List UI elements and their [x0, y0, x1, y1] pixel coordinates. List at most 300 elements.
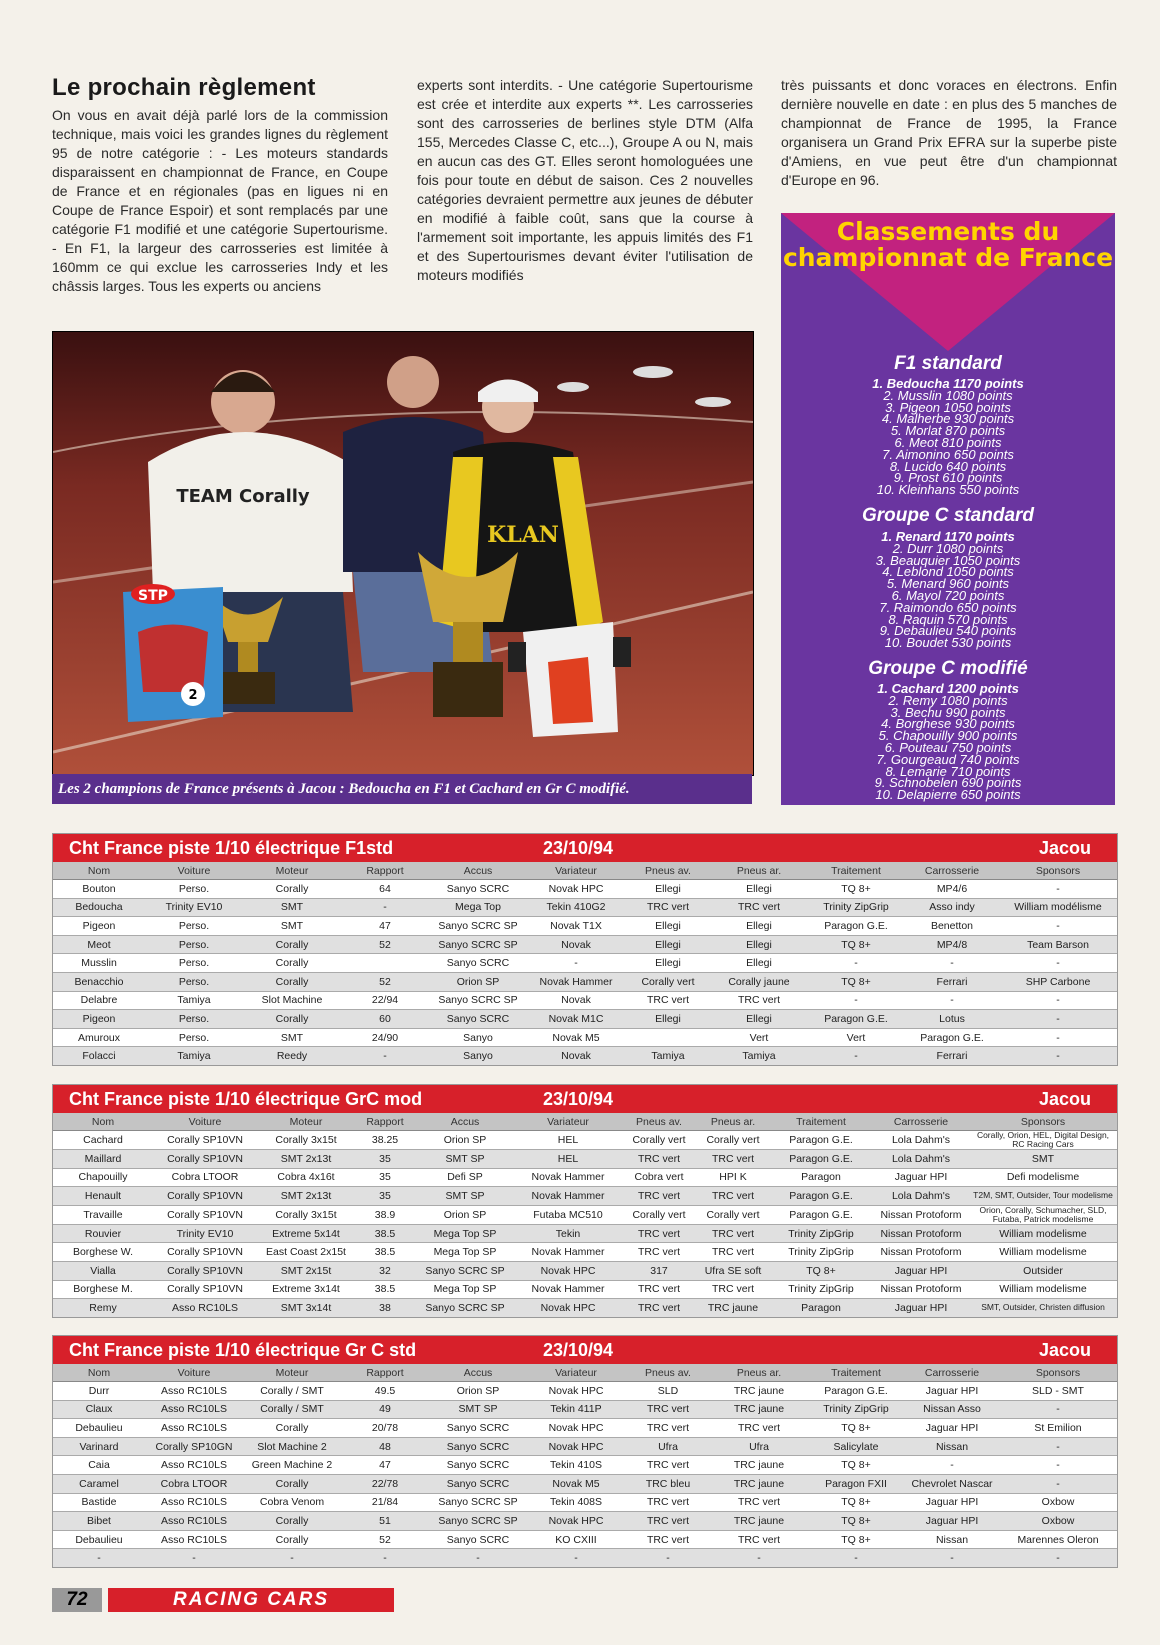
column-header: Carrosserie	[905, 862, 999, 880]
column-header: Pneus av.	[621, 1113, 697, 1131]
table-cell: Chapouilly	[53, 1168, 153, 1187]
table-cell: Cobra LTOOR	[145, 1474, 243, 1493]
table-cell: East Coast 2x15t	[257, 1243, 355, 1262]
table-cell: Novak T1X	[527, 917, 625, 936]
table-place: Jacou	[1038, 1340, 1091, 1360]
table-cell: Novak M5	[527, 1474, 625, 1493]
table-title: Cht France piste 1/10 électrique F1std	[69, 838, 394, 858]
table-cell: Trinity ZipGrip	[807, 1400, 905, 1419]
table-cell: Cobra LTOOR	[153, 1168, 257, 1187]
table-cell: Paragon G.E.	[807, 917, 905, 936]
table-cell: -	[999, 1456, 1117, 1475]
table-cell: Slot Machine 2	[243, 1437, 341, 1456]
table-cell: Green Machine 2	[243, 1456, 341, 1475]
table-row	[53, 917, 1117, 936]
table-row	[53, 991, 1117, 1010]
table-cell: TRC jaune	[711, 1400, 807, 1419]
column-header: Voiture	[145, 862, 243, 880]
table-cell: Corally	[243, 935, 341, 954]
result-line: 3. Beauquier 1050 points	[875, 552, 1021, 568]
table-cell: -	[999, 1437, 1117, 1456]
table-cell: Corally, Orion, HEL, Digital Design, RC Racing Cars	[969, 1131, 1117, 1150]
table-cell: Ufra	[625, 1437, 711, 1456]
table-cell: Tekin	[515, 1224, 621, 1243]
table-cell: TRC vert	[625, 991, 711, 1010]
table-cell: Corally 3x15t	[257, 1131, 355, 1150]
category-groupe-c-standard: Groupe C standard	[861, 505, 1035, 526]
table-cell: 60	[341, 1010, 429, 1029]
table-row	[53, 935, 1117, 954]
table-cell: SMT	[969, 1150, 1117, 1169]
table-cell: SMT SP	[429, 1400, 527, 1419]
rc-car-blue	[123, 584, 223, 722]
table-cell: TRC vert	[621, 1187, 697, 1206]
table-cell: Claux	[53, 1400, 145, 1419]
table-cell: Sanyo SCRC SP	[415, 1299, 515, 1317]
table-cell: Pigeon	[53, 917, 145, 936]
column-header: Voiture	[145, 1364, 243, 1382]
table-cell: TRC vert	[625, 1400, 711, 1419]
table-cell: Defi modelisme	[969, 1168, 1117, 1187]
table-cell: -	[905, 1549, 999, 1567]
column-header: Traitement	[769, 1113, 873, 1131]
result-line: 5. Menard 960 points	[886, 576, 1010, 592]
result-line: 3. Pigeon 1050 points	[885, 399, 1011, 415]
table-cell: Lola Dahm's	[873, 1131, 969, 1150]
table-cell: Remy	[53, 1299, 153, 1317]
table-row	[53, 1437, 1117, 1456]
table-cell: 21/84	[341, 1493, 429, 1512]
table-cell: -	[999, 1047, 1117, 1065]
table-cell: Vialla	[53, 1261, 153, 1280]
table-cell: Ellegi	[711, 917, 807, 936]
table-cell: Corally SP10VN	[153, 1261, 257, 1280]
column-header: Traitement	[807, 862, 905, 880]
table-cell: -	[999, 917, 1117, 936]
table-cell: Tekin 408S	[527, 1493, 625, 1512]
table-cell: Perso.	[145, 1028, 243, 1047]
table-cell: Bibet	[53, 1512, 145, 1531]
table-cell: Asso RC10LS	[153, 1299, 257, 1317]
table-cell: Ellegi	[625, 954, 711, 973]
article-column-2	[417, 76, 753, 285]
table-cell: TRC vert	[711, 991, 807, 1010]
table-cell: Paragon	[769, 1168, 873, 1187]
table-cell: St Emilion	[999, 1419, 1117, 1438]
table-cell: Trinity EV10	[153, 1224, 257, 1243]
table-cell	[341, 954, 429, 973]
table-cell: Sanyo	[429, 1047, 527, 1065]
result-line: 10. Delapierre 650 points	[875, 787, 1021, 803]
table-cell: William modélisme	[999, 898, 1117, 917]
table-cell: Folacci	[53, 1047, 145, 1065]
table-place: Jacou	[1038, 1089, 1091, 1109]
table-cell: TRC vert	[697, 1150, 769, 1169]
table-cell: 35	[355, 1187, 415, 1206]
table-row	[53, 1493, 1117, 1512]
table-cell: Orion SP	[415, 1205, 515, 1224]
table-row	[53, 1010, 1117, 1029]
table-cell: 20/78	[341, 1419, 429, 1438]
table-row	[53, 1187, 1117, 1206]
table-cell: 38	[355, 1299, 415, 1317]
table-cell: 47	[341, 917, 429, 936]
table-cell: Sanyo SCRC SP	[429, 1512, 527, 1531]
table-cell: -	[807, 954, 905, 973]
table-cell: Corally 3x15t	[257, 1205, 355, 1224]
table-cell: KO CXIII	[527, 1530, 625, 1549]
table-cell: -	[243, 1549, 341, 1567]
table-cell: Paragon	[769, 1299, 873, 1317]
table-cell: TRC jaune	[711, 1382, 807, 1401]
table-cell: Asso RC10LS	[145, 1419, 243, 1438]
table-cell: Novak Hammer	[515, 1168, 621, 1187]
table-cell: William modelisme	[969, 1224, 1117, 1243]
table-cell: Asso RC10LS	[145, 1382, 243, 1401]
table-cell: Corally SP10VN	[153, 1150, 257, 1169]
table-cell: Novak M5	[527, 1028, 625, 1047]
table-row	[53, 1028, 1117, 1047]
result-line: 2. Musslin 1080 points	[883, 387, 1013, 403]
table-cell: Tekin 410G2	[527, 898, 625, 917]
table-cell: Novak HPC	[515, 1299, 621, 1317]
table-cell: T2M, SMT, Outsider, Tour modelisme	[969, 1187, 1117, 1206]
column-header: Rapport	[341, 862, 429, 880]
table-row	[53, 1047, 1117, 1065]
table-cell: Novak HPC	[527, 1512, 625, 1531]
table-cell: Henault	[53, 1187, 153, 1206]
table-cell: Nissan Asso	[905, 1400, 999, 1419]
table-cell: Jaguar HPI	[905, 1382, 999, 1401]
table-cell: TQ 8+	[807, 1456, 905, 1475]
table-cell: Ferrari	[905, 1047, 999, 1065]
table-cell: Marennes Oleron	[999, 1530, 1117, 1549]
table-cell: Jaguar HPI	[905, 1493, 999, 1512]
table-cell: TRC vert	[621, 1299, 697, 1317]
table-cell: Corally	[243, 1474, 341, 1493]
table-cell: Extreme 3x14t	[257, 1280, 355, 1299]
table-cell: Ellegi	[625, 880, 711, 899]
table-cell: Novak HPC	[527, 1437, 625, 1456]
table-cell: SMT 2x13t	[257, 1187, 355, 1206]
table-cell: Durr	[53, 1382, 145, 1401]
table-cell: Nissan Protoform	[873, 1224, 969, 1243]
table-title: Cht France piste 1/10 électrique GrC mod	[69, 1089, 423, 1109]
result-line: 10. Boudet 530 points	[884, 635, 1012, 651]
table-cell: Rouvier	[53, 1224, 153, 1243]
column-headers	[53, 862, 1117, 880]
table-cell: TRC vert	[697, 1224, 769, 1243]
table-cell: -	[999, 1474, 1117, 1493]
table-cell: -	[999, 1010, 1117, 1029]
table-cell: Paragon FXII	[807, 1474, 905, 1493]
table-cell: Corally vert	[621, 1131, 697, 1150]
table-cell: 317	[621, 1261, 697, 1280]
table-cell: Ufra SE soft	[697, 1261, 769, 1280]
table-cell: TRC bleu	[625, 1474, 711, 1493]
table-cell: Jaguar HPI	[873, 1261, 969, 1280]
table-cell: -	[711, 1549, 807, 1567]
table-cell: Ellegi	[711, 1010, 807, 1029]
table-header-bar	[53, 1085, 1117, 1113]
table-cell: Caramel	[53, 1474, 145, 1493]
table-cell: Novak Hammer	[527, 972, 625, 991]
column-header: Accus	[429, 1364, 527, 1382]
table-cell: Varinard	[53, 1437, 145, 1456]
table-cell: Ellegi	[711, 954, 807, 973]
table-cell: Perso.	[145, 917, 243, 936]
table-cell: Debaulieu	[53, 1419, 145, 1438]
table-cell: 24/90	[341, 1028, 429, 1047]
table-cell: Corally	[243, 954, 341, 973]
table-cell: Tamiya	[145, 1047, 243, 1065]
table-row	[53, 1549, 1117, 1567]
table-cell: Orion SP	[415, 1131, 515, 1150]
table-cell: 49.5	[341, 1382, 429, 1401]
table-cell: TRC vert	[625, 898, 711, 917]
table-cell: TRC vert	[625, 1512, 711, 1531]
table-cell: Bedoucha	[53, 898, 145, 917]
table-cell: Novak HPC	[515, 1261, 621, 1280]
table-cell: Sanyo SCRC	[429, 1437, 527, 1456]
table-cell: SMT 2x13t	[257, 1150, 355, 1169]
table-place: Jacou	[1038, 838, 1091, 858]
table-cell: SHP Carbone	[999, 972, 1117, 991]
table-cell: -	[145, 1549, 243, 1567]
result-line: 4. Borghese 930 points	[881, 716, 1015, 732]
table-cell: -	[999, 1028, 1117, 1047]
result-line: 10. Kleinhans 550 points	[876, 482, 1020, 498]
table-cell: Novak HPC	[527, 1382, 625, 1401]
table-cell: 47	[341, 1456, 429, 1475]
table-row	[53, 1150, 1117, 1169]
table-cell: Novak M1C	[527, 1010, 625, 1029]
table-cell: SMT 3x14t	[257, 1299, 355, 1317]
table-cell: Vert	[711, 1028, 807, 1047]
champions-photo	[52, 331, 754, 776]
table-cell: Bastide	[53, 1493, 145, 1512]
table-cell: Sanyo SCRC SP	[415, 1261, 515, 1280]
table-cell: Sanyo SCRC SP	[429, 917, 527, 936]
table-cell: TRC vert	[625, 1493, 711, 1512]
table-cell: Sanyo SCRC	[429, 880, 527, 899]
table-cell: 52	[341, 972, 429, 991]
table-cell: Trinity ZipGrip	[807, 898, 905, 917]
result-line: 2. Durr 1080 points	[892, 540, 1004, 556]
table-cell: Jaguar HPI	[873, 1168, 969, 1187]
table-cell: Sanyo SCRC SP	[429, 935, 527, 954]
table-cell: Travaille	[53, 1205, 153, 1224]
table-cell: Trinity EV10	[145, 898, 243, 917]
table-cell: -	[341, 1047, 429, 1065]
results-groupe-c-modifie	[781, 683, 1115, 801]
column-header: Pneus av.	[625, 862, 711, 880]
table-cell: Perso.	[145, 935, 243, 954]
column-header: Sponsors	[969, 1113, 1117, 1131]
result-line: 7. Gourgeaud 740 points	[876, 751, 1020, 767]
table-cell: MP4/8	[905, 935, 999, 954]
column-headers	[53, 1113, 1117, 1131]
article-text-2: experts sont interdits. - Une catégorie Supertourisme est crée et interdite aux experts **. Les carrosseries sont des carrosseries de berlines style DTM (Alfa 155, Mercedes Classe C, etc...), Groupe A ou N, mais en aucun cas des GT. Elles seront homologuées une fois pour toute en début de saison. Ces 2 nouvelles catégories devraient permettre aux jeunes de débuter en modifié à faible coût, sans que la course à l'armement soit importante, les appuis limités des F1 et des Supertourismes devant éviter l'utilisation de moteurs modifiés	[417, 77, 753, 283]
table-cell: William modelisme	[969, 1243, 1117, 1262]
table-cell: Paragon G.E.	[769, 1150, 873, 1169]
table-cell: 32	[355, 1261, 415, 1280]
table-cell: Nissan	[905, 1437, 999, 1456]
table-cell: Sanyo	[429, 1028, 527, 1047]
table-cell: Sanyo SCRC	[429, 1419, 527, 1438]
table-row	[53, 972, 1117, 991]
table-cell: -	[341, 898, 429, 917]
table-cell: Delabre	[53, 991, 145, 1010]
table-cell: Sanyo SCRC SP	[429, 991, 527, 1010]
table-cell: SMT SP	[415, 1150, 515, 1169]
column-header: Pneus av.	[625, 1364, 711, 1382]
table-cell: Tekin 410S	[527, 1456, 625, 1475]
table-cell: TQ 8+	[807, 972, 905, 991]
table-cell: TRC vert	[621, 1150, 697, 1169]
table-cell: -	[625, 1549, 711, 1567]
table-row	[53, 1419, 1117, 1438]
table-cell: Novak HPC	[527, 1419, 625, 1438]
table-cell: Orion, Corally, Schumacher, SLD, Futaba, Patrick modelisme	[969, 1205, 1117, 1224]
table-cell: Ferrari	[905, 972, 999, 991]
result-line: 6. Meot 810 points	[894, 434, 1002, 450]
table-cell: Asso RC10LS	[145, 1512, 243, 1531]
table-cell: Novak Hammer	[515, 1243, 621, 1262]
table-cell: HPI K	[697, 1168, 769, 1187]
column-header: Carrosserie	[905, 1364, 999, 1382]
table-date: 23/10/94	[543, 838, 614, 858]
table-cell: TRC vert	[621, 1280, 697, 1299]
table-cell: Lotus	[905, 1010, 999, 1029]
table-cell: 35	[355, 1150, 415, 1169]
table-cell: Bouton	[53, 880, 145, 899]
table-cell: TQ 8+	[807, 1530, 905, 1549]
category-groupe-c-modifie: Groupe C modifié	[868, 658, 1028, 679]
table-cell: TRC vert	[711, 1419, 807, 1438]
table-cell: Salicylate	[807, 1437, 905, 1456]
table-cell: Orion SP	[429, 1382, 527, 1401]
table-cell: Benetton	[905, 917, 999, 936]
table-cell: Corally vert	[697, 1205, 769, 1224]
table-cell: TRC vert	[625, 1419, 711, 1438]
results-grid	[53, 862, 1117, 1065]
column-header: Sponsors	[999, 1364, 1117, 1382]
table-cell: Ellegi	[711, 935, 807, 954]
category-f1-standard: F1 standard	[894, 353, 1002, 374]
table-cell: Reedy	[243, 1047, 341, 1065]
table-cell: Lola Dahm's	[873, 1187, 969, 1206]
article-text-3: très puissants et donc voraces en électrons. Enfin dernière nouvelle en date : en plus des 5 manches de championnat de France de 1995, la France organisera un Grand Prix EFRA sur la superbe piste d'Amiens, en vue peut être d'un championnat d'Europe en 96.	[781, 77, 1117, 188]
table-cell: Asso indy	[905, 898, 999, 917]
table-row	[53, 1530, 1117, 1549]
table-cell: SLD - SMT	[999, 1382, 1117, 1401]
table-cell: Borghese W.	[53, 1243, 153, 1262]
table-cell: Extreme 5x14t	[257, 1224, 355, 1243]
table-cell: Lola Dahm's	[873, 1150, 969, 1169]
table-cell: MP4/6	[905, 880, 999, 899]
column-header: Nom	[53, 1364, 145, 1382]
table-cell: Sanyo SCRC SP	[429, 1493, 527, 1512]
result-line: 5. Chapouilly 900 points	[878, 728, 1018, 744]
column-header: Moteur	[243, 862, 341, 880]
table-cell: Slot Machine	[243, 991, 341, 1010]
table-cell: TQ 8+	[807, 1512, 905, 1531]
table-cell: Corally / SMT	[243, 1400, 341, 1419]
table-cell: Paragon G.E.	[769, 1205, 873, 1224]
table-cell: TRC vert	[711, 898, 807, 917]
table-cell: Corally SP10VN	[153, 1187, 257, 1206]
result-line: 9. Debaulieu 540 points	[879, 623, 1017, 639]
table-cell: Cobra 4x16t	[257, 1168, 355, 1187]
table-cell: 38.5	[355, 1243, 415, 1262]
column-header: Voiture	[153, 1113, 257, 1131]
table-cell: -	[999, 954, 1117, 973]
column-header: Rapport	[355, 1113, 415, 1131]
page-number: 72	[52, 1588, 102, 1612]
column-header: Pneus ar.	[697, 1113, 769, 1131]
photo-caption: Les 2 champions de France présents à Jacou : Bedoucha en F1 et Cachard en Gr C modifié.	[52, 774, 752, 804]
result-line: 8. Lemarie 710 points	[885, 763, 1011, 779]
result-line: 9. Schnobelen 690 points	[874, 775, 1022, 791]
table-cell: 38.9	[355, 1205, 415, 1224]
table-cell: Sanyo SCRC	[429, 954, 527, 973]
table-cell: Corally vert	[697, 1131, 769, 1150]
table-cell: Paragon G.E.	[769, 1187, 873, 1206]
table-cell: Mega Top SP	[415, 1280, 515, 1299]
table-cell: SMT 2x15t	[257, 1261, 355, 1280]
table-row	[53, 1456, 1117, 1475]
jacket-text: KLAN	[487, 522, 559, 548]
table-cell: Novak Hammer	[515, 1187, 621, 1206]
table-cell: Tamiya	[625, 1047, 711, 1065]
result-line: 5. Morlat 870 points	[890, 423, 1006, 439]
table-cell: Novak	[527, 935, 625, 954]
table-cell: Team Barson	[999, 935, 1117, 954]
column-header: Sponsors	[999, 862, 1117, 880]
table-cell: Mega Top SP	[415, 1243, 515, 1262]
table-cell: SMT	[243, 1028, 341, 1047]
table-cell: Defi SP	[415, 1168, 515, 1187]
table-row	[53, 1512, 1117, 1531]
table-cell: -	[999, 1400, 1117, 1419]
table-cell: HEL	[515, 1131, 621, 1150]
table-row	[53, 954, 1117, 973]
table-header-bar	[53, 834, 1117, 862]
table-cell: TQ 8+	[807, 1419, 905, 1438]
table-cell: TRC vert	[697, 1187, 769, 1206]
table-cell: Jaguar HPI	[905, 1419, 999, 1438]
table-cell: TQ 8+	[807, 935, 905, 954]
table-row	[53, 1243, 1117, 1262]
table-cell: Mega Top	[429, 898, 527, 917]
table-cell: Oxbow	[999, 1512, 1117, 1531]
table-cell: TQ 8+	[807, 1493, 905, 1512]
table-cell: Trinity ZipGrip	[769, 1280, 873, 1299]
table-cell: 22/94	[341, 991, 429, 1010]
table-cell: Meot	[53, 935, 145, 954]
magazine-logo: RACING CARS	[108, 1588, 394, 1612]
table-row	[53, 1299, 1117, 1317]
table-cell: Cobra vert	[621, 1168, 697, 1187]
table-cell: Corally vert	[621, 1205, 697, 1224]
table-cell: Jaguar HPI	[905, 1512, 999, 1531]
column-headers	[53, 1364, 1117, 1382]
table-cell: Corally	[243, 1512, 341, 1531]
classements-title: Classements du championnat de France	[782, 217, 1114, 272]
table-cell: TRC vert	[697, 1280, 769, 1299]
table-cell: Cachard	[53, 1131, 153, 1150]
